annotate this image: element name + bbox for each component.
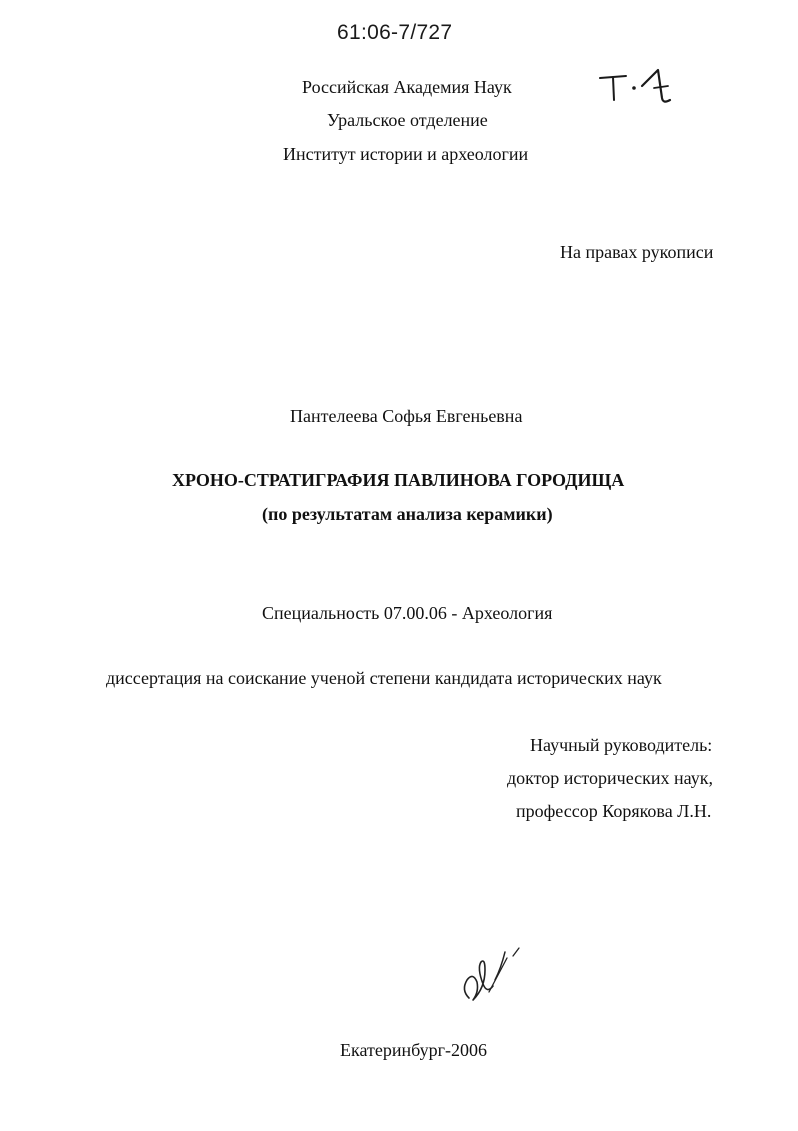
- dissertation-subtitle: (по результатам анализа керамики): [262, 504, 553, 524]
- supervisor-degree: доктор исторических наук,: [507, 768, 713, 788]
- archive-stamp-number: 61:06-7/727: [337, 21, 453, 44]
- organization-line-academy: Российская Академия Наук: [302, 77, 512, 97]
- manuscript-rights-note: На правах рукописи: [560, 242, 714, 262]
- author-name: Пантелеева Софья Евгеньевна: [290, 406, 523, 426]
- degree-statement: диссертация на соискание ученой степени кандидата исторических наук: [106, 668, 662, 688]
- handwritten-signature: [455, 940, 530, 1010]
- dissertation-title: ХРОНО-СТРАТИГРАФИЯ ПАВЛИНОВА ГОРОДИЩА: [172, 470, 625, 490]
- specialty-line: Специальность 07.00.06 - Археология: [262, 603, 553, 623]
- handwritten-volume-mark: [596, 64, 676, 112]
- supervisor-label: Научный руководитель:: [530, 735, 713, 755]
- supervisor-name: профессор Корякова Л.Н.: [516, 801, 712, 821]
- organization-line-branch: Уральское отделение: [327, 110, 488, 130]
- organization-line-institute: Институт истории и археологии: [283, 144, 529, 164]
- city-and-year: Екатеринбург-2006: [340, 1040, 487, 1060]
